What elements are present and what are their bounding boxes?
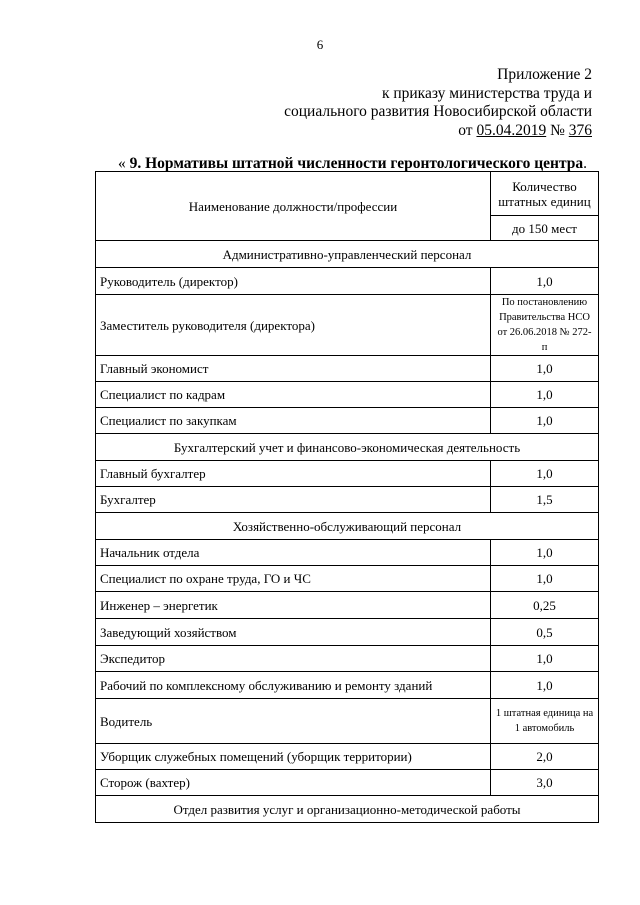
appendix-block (284, 66, 592, 140)
staff-count: 1,5 (491, 487, 599, 513)
table-row (96, 619, 599, 646)
table-row (96, 382, 599, 408)
appendix-from: от (458, 121, 473, 139)
appendix-order-line (284, 122, 592, 141)
position-name: Специалист по кадрам (96, 382, 491, 408)
position-name: Сторож (вахтер) (96, 770, 491, 796)
position-name: Водитель (96, 699, 491, 744)
staff-count: 3,0 (491, 770, 599, 796)
table-row (96, 356, 599, 382)
table-row (96, 646, 599, 672)
table-row (96, 268, 599, 295)
section-title: Бухгалтерский учет и финансово-экономическая деятельность (96, 434, 599, 461)
appendix-line2: к приказу министерства труда и (381, 84, 592, 102)
header-name-column: Наименование должности/профессии (96, 172, 491, 241)
appendix-line3: социального развития Новосибирской области (284, 103, 592, 120)
staff-count: 1,0 (491, 646, 599, 672)
appendix-line1: Приложение 2 (497, 66, 592, 83)
position-name: Главный бухгалтер (96, 461, 491, 487)
table-row (96, 461, 599, 487)
section-title: Хозяйственно-обслуживающий персонал (96, 513, 599, 540)
position-name: Инженер – энергетик (96, 592, 491, 619)
section-row (96, 434, 599, 461)
table-row (96, 744, 599, 770)
position-name: Уборщик служебных помещений (уборщик территории) (96, 744, 491, 770)
section-row (96, 796, 599, 823)
title-text: Нормативы штатной численности геронтологического центра (145, 155, 584, 172)
position-name: Начальник отдела (96, 540, 491, 566)
staff-count: 1,0 (491, 408, 599, 434)
staff-count: 2,0 (491, 744, 599, 770)
order-number-sign: № (550, 121, 565, 139)
staff-count: По постановлению Правительства НСО от 26.06.2018 № 272-п (491, 295, 599, 356)
staff-count: 1 штатная единица на 1 автомобиль (491, 699, 599, 744)
staff-count: 1,0 (491, 356, 599, 382)
section-row (96, 513, 599, 540)
table-row (96, 487, 599, 513)
position-name: Специалист по охране труда, ГО и ЧС (96, 566, 491, 592)
page-number: 6 (316, 37, 324, 52)
table-row (96, 566, 599, 592)
section-row (96, 241, 599, 268)
order-number: 376 (568, 121, 592, 139)
staff-count: 0,5 (491, 619, 599, 646)
section-title: Отдел развития услуг и организационно-методической работы (96, 796, 599, 823)
title-period: . (583, 155, 588, 172)
table-row (96, 672, 599, 699)
staff-count: 0,25 (491, 592, 599, 619)
position-name: Рабочий по комплексному обслуживанию и ремонту зданий (96, 672, 491, 699)
staff-count: 1,0 (491, 566, 599, 592)
position-name: Заместитель руководителя (директора) (96, 295, 491, 356)
staff-count: 1,0 (491, 461, 599, 487)
position-name: Бухгалтер (96, 487, 491, 513)
table-row (96, 770, 599, 796)
table-row (96, 295, 599, 356)
table-row (96, 540, 599, 566)
position-name: Руководитель (директор) (96, 268, 491, 295)
staff-count: 1,0 (491, 268, 599, 295)
staff-count: 1,0 (491, 540, 599, 566)
section-title: Административно-управленческий персонал (96, 241, 599, 268)
position-name: Специалист по закупкам (96, 408, 491, 434)
header-count-column: Количество штатных единиц (491, 172, 599, 216)
staff-count: 1,0 (491, 672, 599, 699)
staff-count: 1,0 (491, 382, 599, 408)
order-date: 05.04.2019 (476, 121, 547, 139)
header-capacity: до 150 мест (491, 216, 599, 241)
table-row (96, 408, 599, 434)
staff-norms-table (95, 171, 599, 823)
title-quote: « (118, 155, 126, 172)
position-name: Главный экономист (96, 356, 491, 382)
table-row (96, 592, 599, 619)
position-name: Заведующий хозяйством (96, 619, 491, 646)
position-name: Экспедитор (96, 646, 491, 672)
title-number: 9. (129, 155, 142, 172)
table-row (96, 699, 599, 744)
